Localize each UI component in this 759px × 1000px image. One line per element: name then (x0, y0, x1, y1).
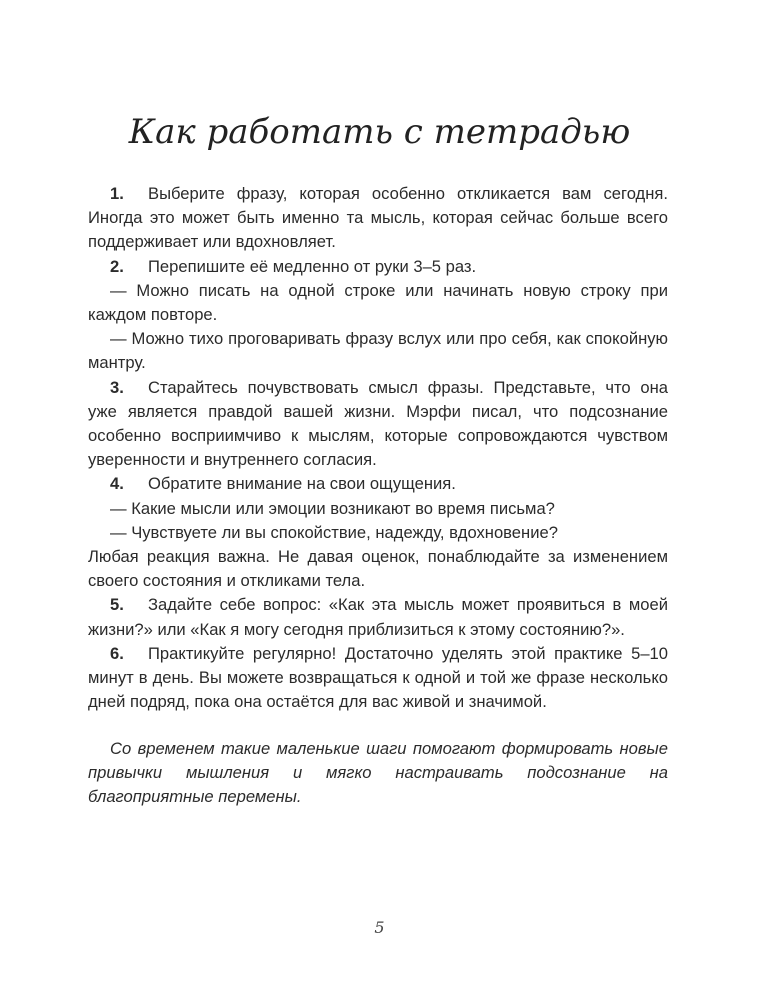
dash-item: — Можно писать на одной строке или начинать новую строку при каждом повторе. (88, 280, 668, 325)
item-number: 4. (110, 474, 124, 494)
item-number: 6. (110, 643, 124, 663)
list-item-6 (88, 642, 668, 715)
item-number: 1. (110, 184, 124, 203)
item-text: Обратите внимание на свои ощущения. (148, 474, 456, 494)
item-text: Задайте себе вопрос: «Как эта мысль может проявиться в моей жизни?» или «Как я могу сегодня приблизиться к этому состоянию?». (88, 595, 668, 639)
dash-item: — Чувствуете ли вы спокойствие, надежду, вдохновение? (110, 522, 558, 542)
item-text: Выберите фразу, которая особенно откликается вам сегодня. Иногда это может быть именно та мысль, которая сейчас больше всего поддерживает или вдохновляет. (88, 184, 668, 252)
dash-item: — Можно тихо проговаривать фразу вслух или про себя, как спокойную мантру. (88, 329, 668, 373)
item-number: 3. (110, 377, 124, 397)
item-text: Практикуйте регулярно! Достаточно уделять этой практике 5–10 минут в день. Вы можете возвращаться к одной и той же фразе несколько дней подряд, пока она остаётся для вас живой и значимой. (88, 643, 668, 712)
item-text: Старайтесь почувствовать смысл фразы. Представьте, что она уже является правдой вашей жизни. Мэрфи писал, что подсознание особенно восприимчиво к мыслям, которые сопровождаются чувством уверенности и внутреннего согласия. (88, 377, 668, 470)
list-item-1 (88, 182, 668, 255)
item-number: 5. (110, 595, 124, 615)
page-number: 5 (374, 918, 385, 937)
dash-item: — Какие мысли или эмоции возникают во время письма? (110, 498, 555, 518)
list-item-3 (88, 376, 668, 473)
instructions-body (88, 182, 668, 714)
item-number: 2. (110, 256, 124, 276)
closing-paragraph: Со временем такие маленькие шаги помогают формировать новые привычки мышления и мягко настраивать подсознание на благоприятные перемены. (88, 739, 668, 807)
list-item-5 (88, 593, 668, 641)
list-item-4 (88, 472, 668, 496)
list-item-2 (88, 255, 668, 279)
item-text: Перепишите её медленно от руки 3–5 раз. (148, 256, 477, 276)
page-title: Как работать с тетрадью (128, 112, 631, 152)
plain-paragraph: Любая реакция важна. Не давая оценок, понаблюдайте за изменением своего состояния и откликами тела. (88, 547, 668, 591)
